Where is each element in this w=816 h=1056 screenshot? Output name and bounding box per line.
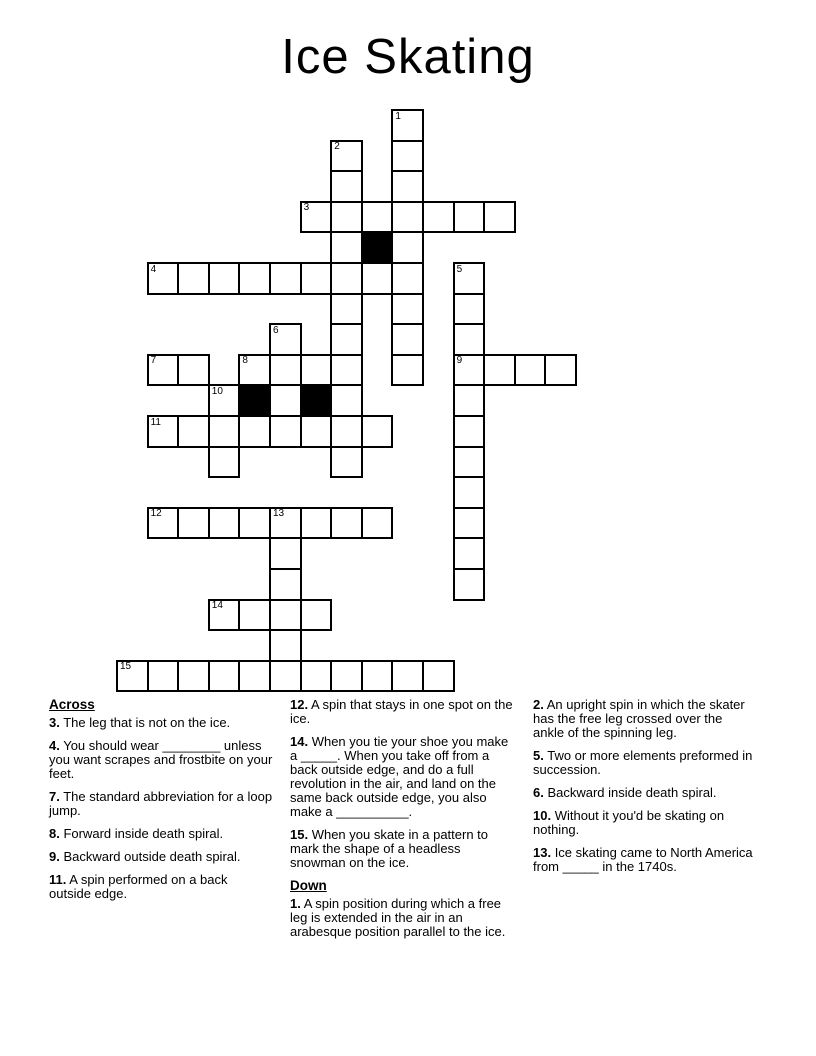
clues-column-3 xyxy=(533,698,757,883)
across-heading: Across xyxy=(49,697,95,712)
grid-cell-r5-c6[interactable] xyxy=(300,262,333,295)
clue-number: 2. xyxy=(533,697,544,712)
grid-cell-r9-c7[interactable] xyxy=(330,384,363,417)
clue-text: Two or more elements preformed in succession. xyxy=(533,748,753,777)
grid-cell-r2-c9[interactable] xyxy=(391,170,424,203)
grid-cell-r13-c3[interactable] xyxy=(208,507,241,540)
clue-number: 15. xyxy=(290,827,309,842)
grid-cell-r4-c9[interactable] xyxy=(391,231,424,264)
cell-number: 4 xyxy=(150,263,157,275)
grid-cell-r5-c5[interactable] xyxy=(269,262,302,295)
clue-number: 8. xyxy=(49,826,60,841)
clue-across-12 xyxy=(290,698,514,726)
grid-cell-r18-c0[interactable] xyxy=(116,660,149,693)
clue-number: 11. xyxy=(49,872,67,887)
grid-cell-r16-c6[interactable] xyxy=(300,599,333,632)
grid-cell-r8-c9[interactable] xyxy=(391,354,424,387)
grid-cell-r16-c3[interactable] xyxy=(208,599,241,632)
grid-cell-r5-c9[interactable] xyxy=(391,262,424,295)
grid-cell-r8-c14[interactable] xyxy=(544,354,577,387)
grid-cell-r5-c1[interactable] xyxy=(147,262,180,295)
clue-number: 5. xyxy=(533,748,544,763)
clue-number: 3. xyxy=(49,715,60,730)
cell-number: 12 xyxy=(150,508,162,520)
clue-across-11 xyxy=(49,873,273,901)
grid-cell-r18-c4[interactable] xyxy=(238,660,271,693)
clue-number: 13. xyxy=(533,845,552,860)
grid-cell-r8-c7[interactable] xyxy=(330,354,363,387)
grid-cell-r16-c4[interactable] xyxy=(238,599,271,632)
grid-cell-r9-c5[interactable] xyxy=(269,384,302,417)
grid-cell-r6-c11[interactable] xyxy=(453,293,486,326)
grid-cell-r8-c13[interactable] xyxy=(514,354,547,387)
grid-cell-r13-c4[interactable] xyxy=(238,507,271,540)
black-cell-r9-c6 xyxy=(300,384,333,417)
cell-number: 9 xyxy=(456,355,463,367)
cell-number: 2 xyxy=(334,141,340,153)
clue-text: The leg that is not on the ice. xyxy=(59,715,231,730)
grid-cell-r11-c3[interactable] xyxy=(208,446,241,479)
grid-cell-r3-c12[interactable] xyxy=(483,201,516,234)
clue-text: The standard abbreviation for a loop jump. xyxy=(49,789,273,818)
grid-cell-r10-c8[interactable] xyxy=(361,415,394,448)
grid-cell-r3-c11[interactable] xyxy=(453,201,486,234)
clue-across-14 xyxy=(290,735,514,819)
grid-cell-r7-c5[interactable] xyxy=(269,323,302,356)
cell-number: 6 xyxy=(273,324,279,336)
grid-cell-r15-c11[interactable] xyxy=(453,568,486,601)
clue-down-2 xyxy=(533,698,757,740)
clue-number: 10. xyxy=(533,808,552,823)
grid-cell-r11-c11[interactable] xyxy=(453,446,486,479)
grid-cell-r15-c5[interactable] xyxy=(269,568,302,601)
grid-cell-r5-c4[interactable] xyxy=(238,262,271,295)
grid-cell-r7-c11[interactable] xyxy=(453,323,486,356)
grid-cell-r18-c9[interactable] xyxy=(391,660,424,693)
cell-number: 8 xyxy=(242,355,248,367)
clue-text: Forward inside death spiral. xyxy=(59,826,224,841)
clue-text: A spin that stays in one spot on the ice. xyxy=(290,697,513,726)
cell-number: 11 xyxy=(150,416,161,428)
grid-cell-r16-c5[interactable] xyxy=(269,599,302,632)
grid-cell-r10-c5[interactable] xyxy=(269,415,302,448)
clue-number: 4. xyxy=(49,738,60,753)
puzzle-title: Ice Skating xyxy=(281,30,535,84)
black-cell-r9-c4 xyxy=(238,384,271,417)
grid-cell-r18-c8[interactable] xyxy=(361,660,394,693)
grid-cell-r3-c9[interactable] xyxy=(391,201,424,234)
grid-cell-r3-c7[interactable] xyxy=(330,201,363,234)
grid-cell-r13-c1[interactable] xyxy=(147,507,180,540)
clue-down-10 xyxy=(533,809,757,837)
grid-cell-r13-c11[interactable] xyxy=(453,507,486,540)
grid-cell-r7-c7[interactable] xyxy=(330,323,363,356)
grid-cell-r13-c7[interactable] xyxy=(330,507,363,540)
clue-text: Backward inside death spiral. xyxy=(543,785,717,800)
grid-cell-r10-c2[interactable] xyxy=(177,415,210,448)
clue-number: 1. xyxy=(290,896,301,911)
grid-cell-r11-c7[interactable] xyxy=(330,446,363,479)
grid-cell-r8-c12[interactable] xyxy=(483,354,516,387)
cell-number: 15 xyxy=(120,661,132,673)
crossword-grid xyxy=(116,109,578,693)
grid-cell-r18-c2[interactable] xyxy=(177,660,210,693)
clue-down-1 xyxy=(290,897,514,939)
clue-text: Without it you'd be skating on nothing. xyxy=(533,808,725,837)
clue-text: Backward outside death spiral. xyxy=(59,849,241,864)
grid-cell-r8-c5[interactable] xyxy=(269,354,302,387)
grid-cell-r5-c8[interactable] xyxy=(361,262,394,295)
grid-cell-r10-c6[interactable] xyxy=(300,415,333,448)
grid-cell-r18-c6[interactable] xyxy=(300,660,333,693)
clues-column-1 xyxy=(49,698,273,910)
grid-cell-r13-c2[interactable] xyxy=(177,507,210,540)
cell-number: 1 xyxy=(395,110,401,122)
cell-number: 7 xyxy=(150,355,157,367)
grid-cell-r4-c7[interactable] xyxy=(330,231,363,264)
clue-text: You should wear ________ unless you want scrapes and frostbite on your feet. xyxy=(49,738,273,781)
cell-number: 13 xyxy=(273,508,285,520)
grid-cell-r3-c8[interactable] xyxy=(361,201,394,234)
grid-cell-r6-c9[interactable] xyxy=(391,293,424,326)
grid-cell-r18-c7[interactable] xyxy=(330,660,363,693)
grid-cell-r1-c7[interactable] xyxy=(330,140,363,173)
grid-cell-r5-c3[interactable] xyxy=(208,262,241,295)
grid-cell-r17-c5[interactable] xyxy=(269,629,302,662)
grid-cell-r18-c10[interactable] xyxy=(422,660,455,693)
clue-across-9 xyxy=(49,850,273,864)
clue-across-4 xyxy=(49,739,273,781)
grid-cell-r18-c5[interactable] xyxy=(269,660,302,693)
grid-cell-r5-c7[interactable] xyxy=(330,262,363,295)
grid-cell-r14-c5[interactable] xyxy=(269,537,302,570)
down-heading: Down xyxy=(290,878,327,893)
grid-cell-r8-c1[interactable] xyxy=(147,354,180,387)
grid-cell-r10-c3[interactable] xyxy=(208,415,241,448)
grid-cell-r10-c7[interactable] xyxy=(330,415,363,448)
grid-cell-r10-c11[interactable] xyxy=(453,415,486,448)
clue-number: 7. xyxy=(49,789,60,804)
clue-text: When you tie your shoe you make a _____. When you take off from a back outside edge, and do a full revolution in the air, and land on the same back outside edge, you also make a __________. xyxy=(290,734,509,819)
grid-cell-r18-c3[interactable] xyxy=(208,660,241,693)
grid-cell-r6-c7[interactable] xyxy=(330,293,363,326)
grid-cell-r10-c1[interactable] xyxy=(147,415,180,448)
clue-text: A spin performed on a back outside edge. xyxy=(49,872,228,901)
grid-cell-r3-c10[interactable] xyxy=(422,201,455,234)
grid-cell-r12-c11[interactable] xyxy=(453,476,486,509)
grid-cell-r13-c8[interactable] xyxy=(361,507,394,540)
clue-text: A spin position during which a free leg is extended in the air in an arabesque position parallel to the ice. xyxy=(290,896,506,939)
clue-across-3 xyxy=(49,716,273,730)
grid-cell-r7-c9[interactable] xyxy=(391,323,424,356)
clue-number: 14. xyxy=(290,734,309,749)
grid-cell-r9-c3[interactable] xyxy=(208,384,241,417)
clue-down-5 xyxy=(533,749,757,777)
clue-across-8 xyxy=(49,827,273,841)
grid-cell-r5-c2[interactable] xyxy=(177,262,210,295)
grid-cell-r10-c4[interactable] xyxy=(238,415,271,448)
clues-column-2 xyxy=(290,698,514,948)
grid-cell-r8-c4[interactable] xyxy=(238,354,271,387)
grid-cell-r13-c5[interactable] xyxy=(269,507,302,540)
clue-down-13 xyxy=(533,846,757,874)
clue-down-6 xyxy=(533,786,757,800)
black-cell-r4-c8 xyxy=(361,231,394,264)
grid-cell-r8-c11[interactable] xyxy=(453,354,486,387)
grid-cell-r0-c9[interactable] xyxy=(391,109,424,142)
grid-cell-r18-c1[interactable] xyxy=(147,660,180,693)
cell-number: 14 xyxy=(211,600,223,612)
grid-cell-r8-c2[interactable] xyxy=(177,354,210,387)
grid-cell-r14-c11[interactable] xyxy=(453,537,486,570)
cell-number: 10 xyxy=(211,385,223,397)
grid-cell-r5-c11[interactable] xyxy=(453,262,486,295)
clue-number: 9. xyxy=(49,849,60,864)
clue-text: When you skate in a pattern to mark the shape of a headless snowman on the ice. xyxy=(290,827,489,870)
clue-text: An upright spin in which the skater has the free leg crossed over the ankle of the spinning leg. xyxy=(533,697,745,740)
cell-number: 5 xyxy=(456,263,463,275)
clue-across-15 xyxy=(290,828,514,870)
cell-number: 3 xyxy=(303,202,310,214)
clue-number: 6. xyxy=(533,785,544,800)
grid-cell-r8-c6[interactable] xyxy=(300,354,333,387)
clue-text: Ice skating came to North America from _____ in the 1740s. xyxy=(533,845,753,874)
clue-number: 12. xyxy=(290,697,309,712)
grid-cell-r9-c11[interactable] xyxy=(453,384,486,417)
grid-cell-r2-c7[interactable] xyxy=(330,170,363,203)
clue-across-7 xyxy=(49,790,273,818)
grid-cell-r1-c9[interactable] xyxy=(391,140,424,173)
grid-cell-r3-c6[interactable] xyxy=(300,201,333,234)
grid-cell-r13-c6[interactable] xyxy=(300,507,333,540)
